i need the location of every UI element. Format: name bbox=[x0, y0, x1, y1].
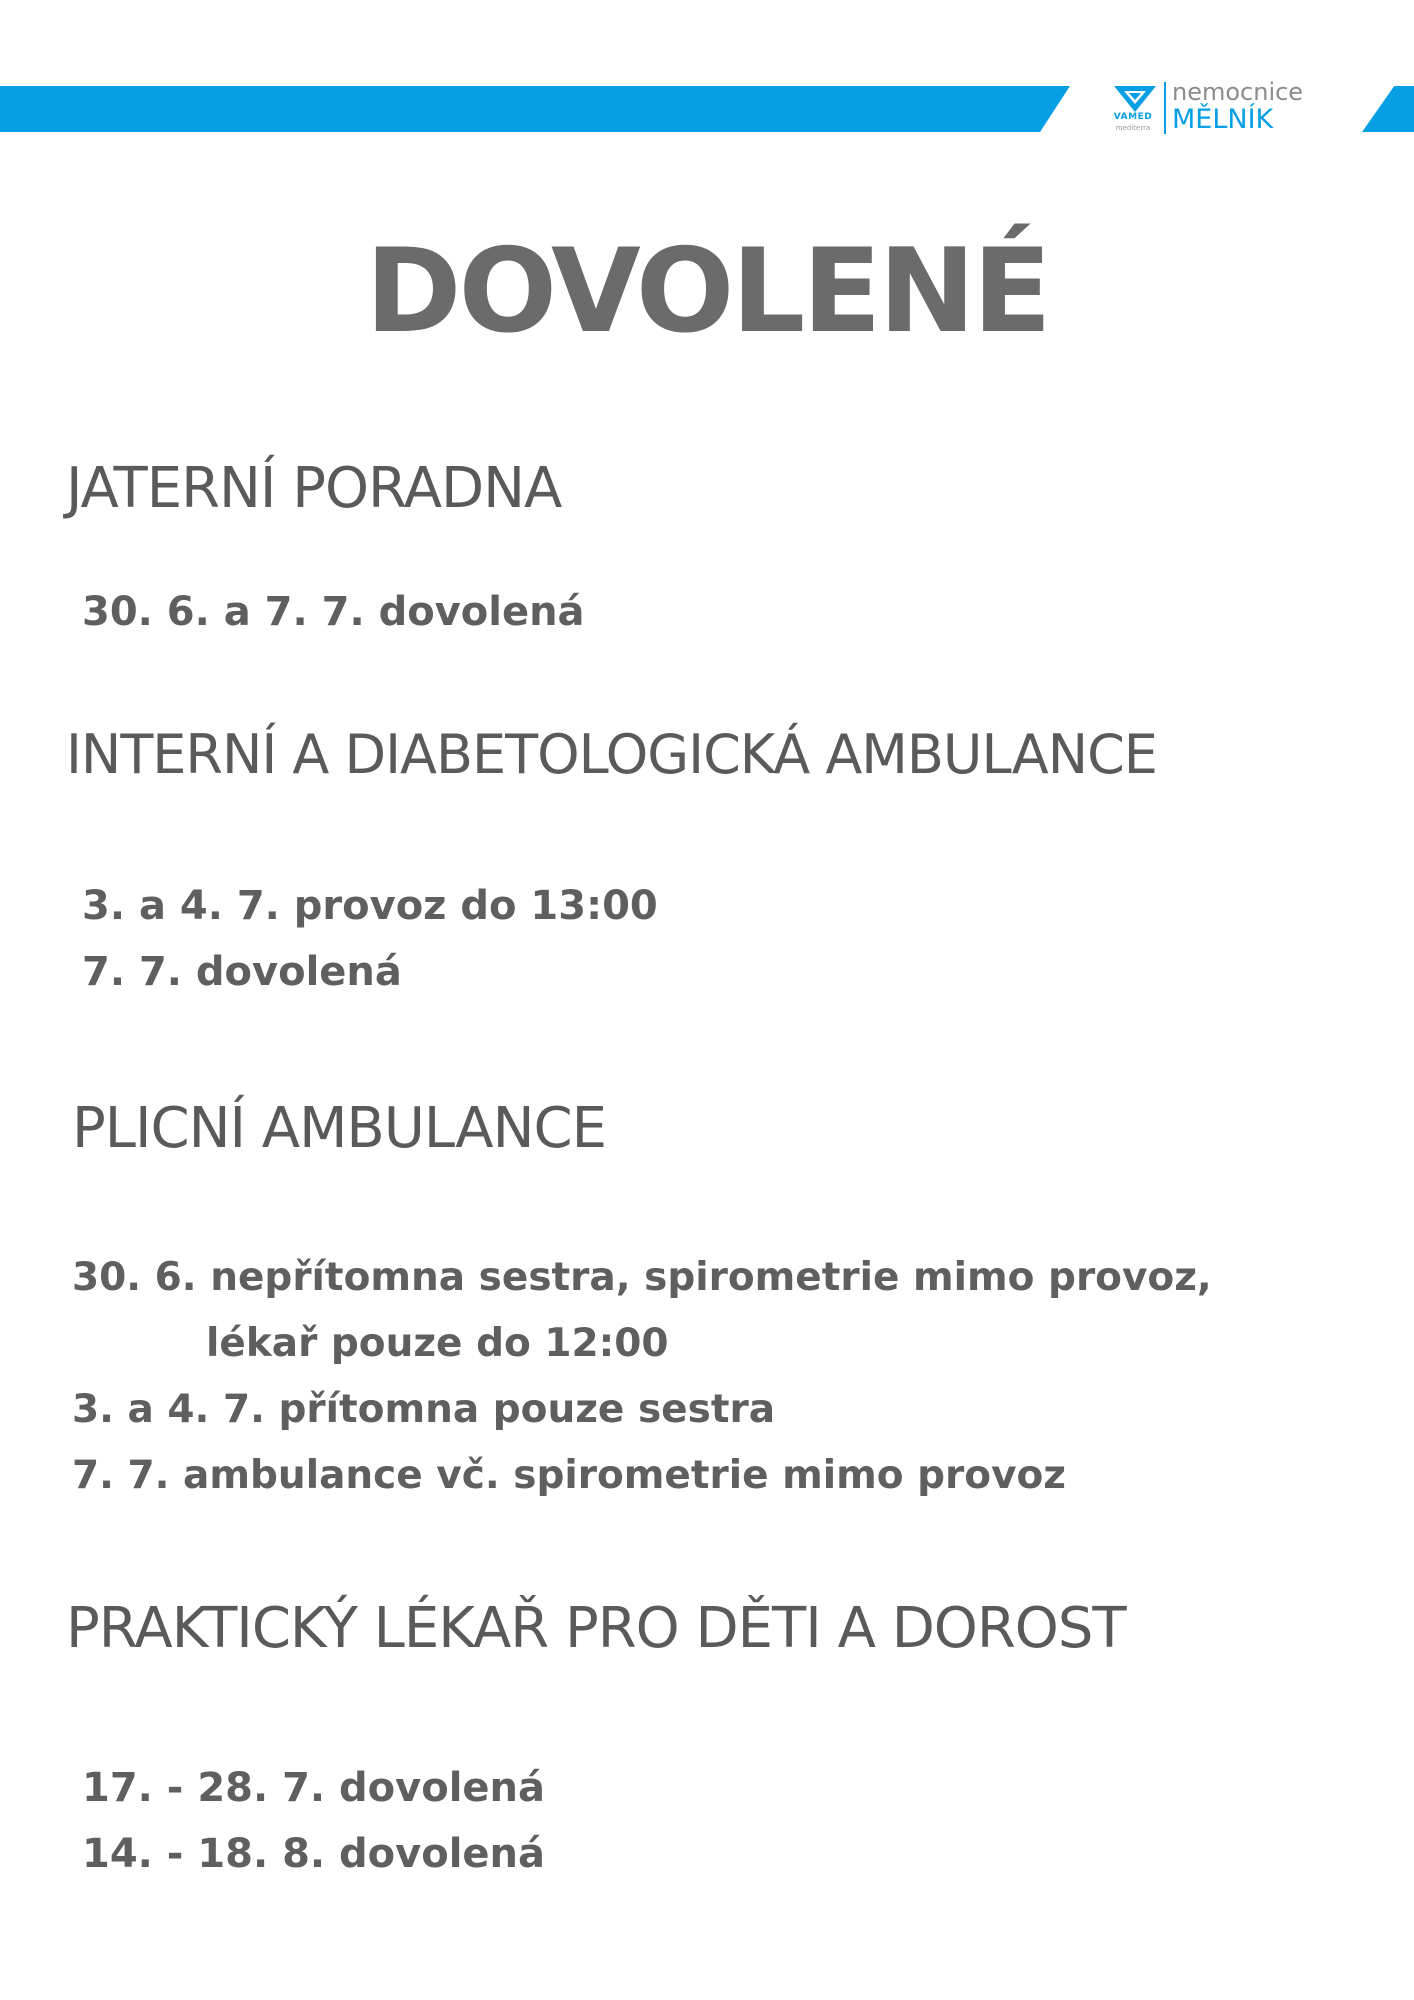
entry-jaterni-1: 30. 6. a 7. 7. dovolená bbox=[82, 589, 585, 635]
section-heading-plicni-ambulance: PLICNÍ AMBULANCE bbox=[72, 1096, 606, 1161]
logo-text-melnik: MĚLNÍK bbox=[1172, 104, 1274, 135]
entry-plicni-1: 30. 6. nepřítomna sestra, spirometrie mimo provoz, bbox=[72, 1255, 1212, 1300]
section-heading-jaterni-poradna: JATERNÍ PORADNA bbox=[66, 456, 562, 521]
logo-text-nemocnice: nemocnice bbox=[1172, 78, 1304, 106]
section-heading-interni-ambulance: INTERNÍ A DIABETOLOGICKÁ AMBULANCE bbox=[66, 723, 1157, 786]
section-heading-prakticky-lekar: PRAKTICKÝ LÉKAŘ PRO DĚTI A DOROST bbox=[66, 1596, 1126, 1661]
page-title: DOVOLENÉ bbox=[365, 224, 1049, 359]
entry-interni-2: 7. 7. dovolená bbox=[82, 949, 402, 995]
entry-interni-1: 3. a 4. 7. provoz do 13:00 bbox=[82, 883, 658, 929]
logo-brand-text: VAMED bbox=[1113, 112, 1153, 122]
logo-divider bbox=[1164, 82, 1166, 134]
entry-prakticky-2: 14. - 18. 8. dovolená bbox=[82, 1831, 546, 1877]
header-accent-bar bbox=[0, 86, 1070, 132]
entry-plicni-4: 7. 7. ambulance vč. spirometrie mimo provoz bbox=[72, 1453, 1066, 1498]
entry-plicni-2: lékař pouze do 12:00 bbox=[206, 1321, 669, 1366]
entry-plicni-3: 3. a 4. 7. přítomna pouze sestra bbox=[72, 1387, 776, 1432]
hospital-logo bbox=[1108, 78, 1328, 138]
entry-prakticky-1: 17. - 28. 7. dovolená bbox=[82, 1765, 546, 1811]
header-corner-accent bbox=[1362, 86, 1414, 132]
logo-brand-subtext: mediterra bbox=[1115, 124, 1151, 132]
